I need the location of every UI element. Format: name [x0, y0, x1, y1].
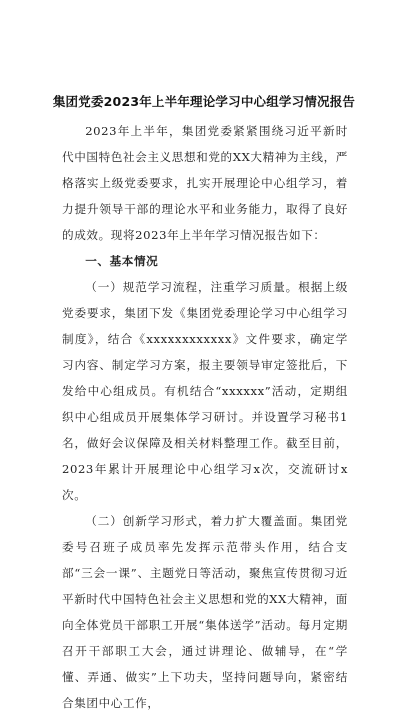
intro-paragraph: 2023年上半年，集团党委紧紧围绕习近平新时代中国特色社会主义思想和党的XX大精神为主线，严格落实上级党委要求，扎实开展理论中心组学习，着力提升领导干部的理论水平和业务能力，取得了良好的成效。现将2023年上半年学习情况报告如下：: [62, 124, 348, 242]
document-title: 集团党委2023年上半年理论学习中心组学习情况报告: [52, 94, 356, 109]
document-body: [62, 118, 348, 716]
paragraph-1: （一）规范学习流程，注重学习质量。根据上级党委要求，集团下发《集团党委理论学习中心组学习制度》，结合《xxxxxxxxxxxx》文件要求，确定学习内容、制定学习方案，报主要领导审定签批后，下发给中心组成员。有机结合“xxxxxx”活动，定期组织中心组成员开展集体学习研讨。并设置学习秘书1名，做好会议保障及相关材料整理工作。截至目前，2023年累计开展理论中心组学习x次，交流研讨x次。: [62, 280, 348, 502]
section-heading: 一、基本情况: [85, 254, 159, 268]
paragraph-2: （二）创新学习形式，着力扩大覆盖面。集团党委号召班子成员率先发挥示范带头作用，结合支部“三会一课”、主题党日等活动，聚焦宣传贯彻习近平新时代中国特色社会主义思想和党的XX大精神，面向全体党员干部职工开展“集体送学”活动。每月定期召开干部职工大会，通过讲理论、做辅导，在“学懂、弄通、做实”上下功夫，坚持问题导向，紧密结合集团中心工作，: [62, 514, 348, 710]
